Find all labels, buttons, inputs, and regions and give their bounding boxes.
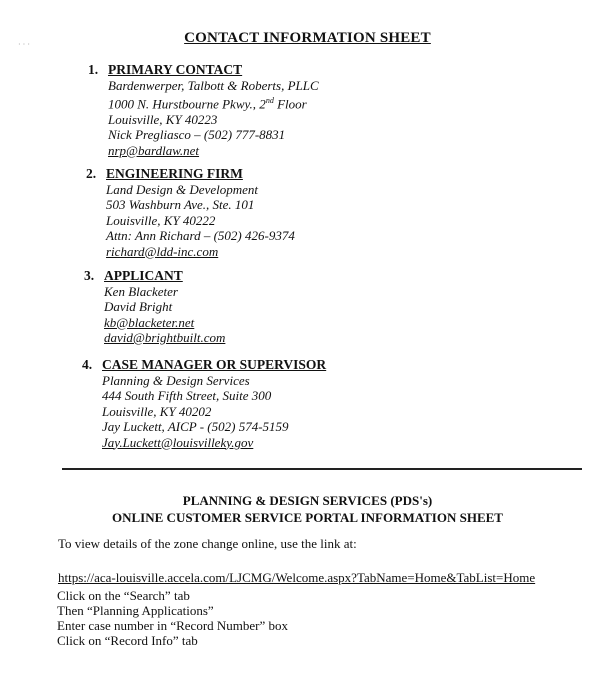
- portal-url-link[interactable]: https://aca-louisville.accela.com/LJCMG/Welcome.aspx?TabName=Home&TabList=Home: [58, 570, 536, 585]
- email-link[interactable]: david@brightbuilt.com: [104, 330, 226, 345]
- section-heading: PRIMARY CONTACT: [108, 62, 243, 77]
- scan-speck: · · ·: [18, 40, 30, 49]
- street-address: 1000 N. Hurstbourne Pkwy., 2nd Floor: [108, 96, 307, 112]
- firm-name: Land Design & Development: [106, 181, 259, 197]
- city-state-zip: Louisville, KY 40223: [108, 111, 218, 127]
- section-number: 4.: [82, 357, 93, 372]
- section-number: 1.: [88, 62, 99, 77]
- email-link[interactable]: kb@blacketer.net: [104, 314, 195, 330]
- email-link[interactable]: Jay.Luckett@louisvilleky.gov: [102, 434, 254, 450]
- contact-applicant: [84, 268, 225, 346]
- contact-case-manager: [82, 357, 326, 450]
- street-address: 503 Washburn Ave., Ste. 101: [106, 197, 255, 212]
- firm-name: Bardenwerper, Talbott & Roberts, PLLC: [108, 77, 319, 93]
- contact-person: Jay Luckett, AICP - (502) 574-5159: [102, 419, 289, 434]
- section-heading: ENGINEERING FIRM: [106, 166, 243, 181]
- email-link[interactable]: nrp@bardlaw.net: [108, 142, 200, 158]
- step-item: Then “Planning Applications”: [57, 603, 214, 618]
- section-heading: CASE MANAGER OR SUPERVISOR: [102, 357, 327, 372]
- section-heading: APPLICANT: [104, 268, 183, 283]
- contact-primary: [88, 62, 319, 158]
- step-item: Click on “Record Info” tab: [57, 633, 198, 648]
- agency-name: Planning & Design Services: [102, 372, 250, 388]
- city-state-zip: Louisville, KY 40202: [102, 403, 212, 419]
- applicant-name: David Bright: [104, 299, 173, 314]
- divider: [62, 468, 582, 470]
- section-number: 2.: [86, 166, 97, 181]
- contact-engineering: [86, 166, 295, 259]
- portal-title-line1: PLANNING & DESIGN SERVICES (PDS's): [182, 493, 433, 508]
- portal-title-line2: ONLINE CUSTOMER SERVICE PORTAL INFORMATION SHEET: [112, 510, 503, 525]
- portal-intro: To view details of the zone change online, use the link at:: [58, 536, 357, 551]
- applicant-name: Ken Blacketer: [104, 283, 178, 299]
- step-item: Click on the “Search” tab: [57, 588, 190, 603]
- street-address: 444 South Fifth Street, Suite 300: [102, 388, 272, 403]
- step-item: Enter case number in “Record Number” box: [57, 618, 289, 633]
- section-number: 3.: [84, 268, 95, 283]
- contact-person: Attn: Ann Richard – (502) 426-9374: [106, 228, 295, 243]
- city-state-zip: Louisville, KY 40222: [106, 212, 216, 228]
- contact-person: Nick Pregliasco – (502) 777-8831: [108, 127, 286, 143]
- email-link[interactable]: richard@ldd-inc.com: [106, 243, 219, 259]
- page-title: CONTACT INFORMATION SHEET: [184, 30, 431, 46]
- portal-steps: [57, 588, 288, 648]
